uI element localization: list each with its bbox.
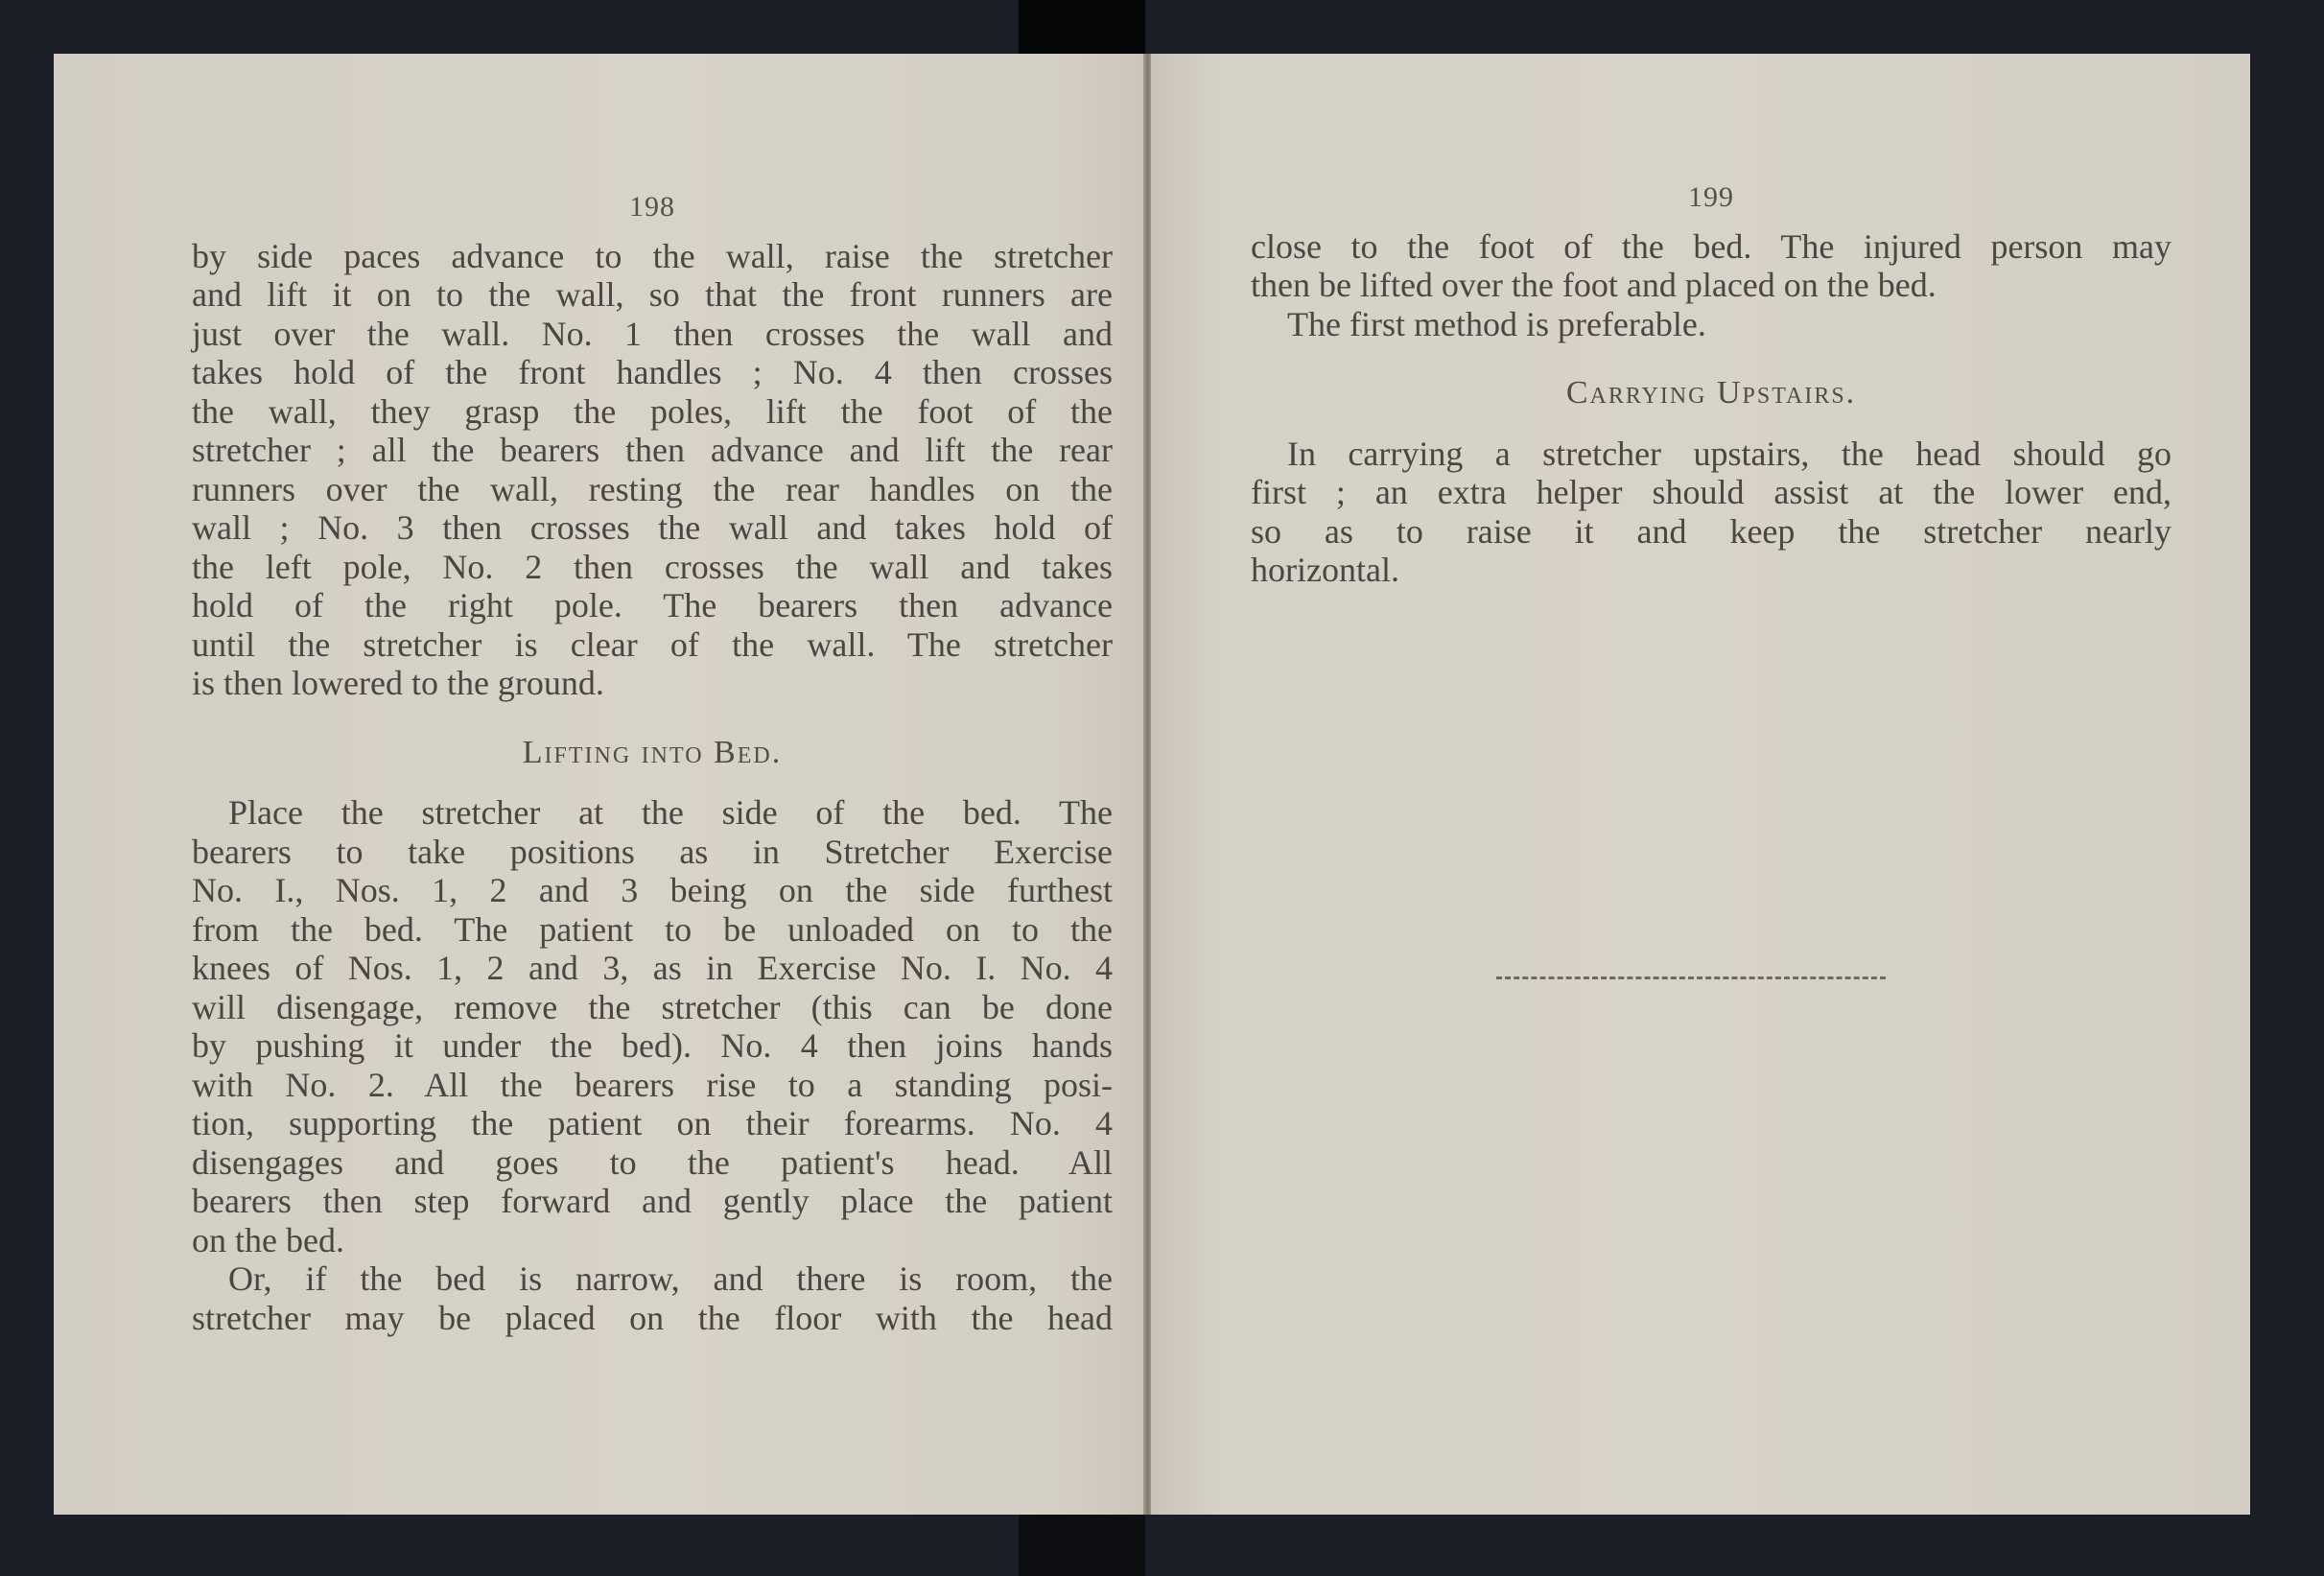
text-line: the wall, they grasp the poles, lift the foot of the [192,391,1113,431]
paragraph-carrying-upstairs [1251,435,2171,590]
section-heading-lifting-into-bed: Lifting into Bed. [522,734,783,770]
section-end-rule [1496,976,1886,979]
paragraph-lifting-into-bed [192,793,1113,1259]
text-line: disengages and goes to the patient's head. All [192,1142,1113,1182]
text-line: just over the wall. No. 1 then crosses the wall and [192,314,1113,353]
section-heading-carrying-upstairs: Carrying Upstairs. [1565,375,1857,411]
page-number-left: 198 [629,191,675,223]
text-line: until the stretcher is clear of the wall. The stretcher [192,624,1113,664]
text-line: hold of the right pole. The bearers then advance [192,586,1113,624]
text-line: No. I., Nos. 1, 2 and 3 being on the side furthest [192,871,1113,909]
text-line: first ; an extra helper should assist at the lower end, [1251,473,2171,511]
text-line: will disengage, remove the stretcher (this can be done [192,987,1113,1026]
paragraph-preferable-method [1251,305,2171,344]
right-page-text [1251,178,2171,590]
left-page [54,54,1147,1515]
text-line: with No. 2. All the bearers rise to a standing posi- [192,1065,1113,1104]
text-line: stretcher may be placed on the floor with the head [192,1298,1113,1337]
text-line: then be lifted over the foot and placed on the bed. [1251,266,1937,304]
text-line: is then lowered to the ground. [192,664,604,702]
text-line: and lift it on to the wall, so that the front runners are [192,275,1113,314]
right-page [1151,54,2250,1515]
text-line: runners over the wall, resting the rear handles on the [192,469,1113,508]
text-line: by side paces advance to the wall, raise the stretcher [192,236,1113,275]
text-line: takes hold of the front handles ; No. 4 then crosses [192,353,1113,391]
text-line: bearers then step forward and gently place the patient [192,1182,1113,1220]
paragraph-wall-crossing [192,237,1113,703]
text-line: the left pole, No. 2 then crosses the wall and takes [192,547,1113,586]
text-line: wall ; No. 3 then crosses the wall and takes hold of [192,508,1113,547]
text-line: stretcher ; all the bearers then advance and lift the rear [192,431,1113,469]
text-line: from the bed. The patient to be unloaded on to the [192,909,1113,949]
paragraph-continuation [1251,227,2171,305]
text-line: by pushing it under the bed). No. 4 then joins hands [192,1026,1113,1065]
text-line: knees of Nos. 1, 2 and 3, as in Exercise No. I. No. 4 [192,949,1113,987]
text-line: tion, supporting the patient on their forearms. No. 4 [192,1104,1113,1142]
text-line: on the bed. [192,1220,344,1259]
text-line: In carrying a stretcher upstairs, the head should go [1287,434,2171,473]
paragraph-floor-placement [192,1259,1113,1337]
text-line: close to the foot of the bed. The injured person may [1251,226,2171,266]
page-number-right: 199 [1688,181,1734,213]
text-line: horizontal. [1251,551,1399,589]
text-line: so as to raise it and keep the stretcher nearly [1251,511,2171,551]
text-line: Or, if the bed is narrow, and there is room, the [228,1259,1113,1298]
left-page-text [192,188,1113,1337]
text-line: Place the stretcher at the side of the bed. The [228,793,1113,832]
text-line: The first method is preferable. [1287,304,1706,343]
text-line: bearers to take positions as in Stretcher Exercise [192,832,1113,871]
